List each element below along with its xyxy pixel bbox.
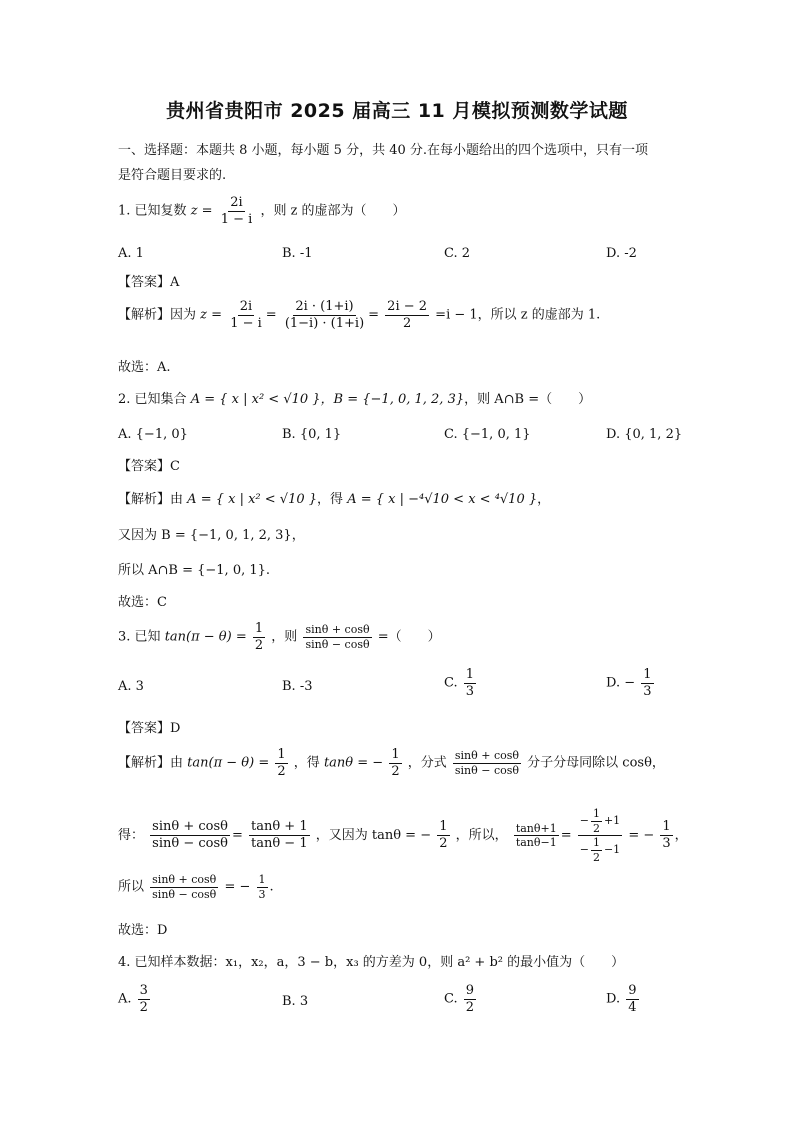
q3-a2-r-den: tanθ − 1 xyxy=(250,836,308,852)
q4-opt-c-frac xyxy=(464,984,476,1014)
q3-analysis-line2: 得： $\frac{\sin\theta + \cos\theta}{\sin\theta - \cos\theta}$ = $\frac{\tan\theta + 1}{\tan\theta - 1}$ ，又因为 tanθ = − $\frac{1}{2}$ ，所以， $\frac{\tan\theta+1}{\tan\theta-1}$ = − $\frac{1}{2}$ +1 − $\frac{1}{2}$ −1 = − $\frac{1}{3}$ ， xyxy=(118,807,688,864)
q3-a3-res-frac xyxy=(257,874,268,900)
q1-analysis: 【解析】因为 z = $\frac{2i}{1 - i}$ = $\frac{2i \cdot (1+i)}{(1-i) \cdot (1+i)}$ = $\frac{2i - 2}{2}$ =i − 1，所以 z 的虚部为 1. xyxy=(118,299,601,331)
q2-option-a: A. {−1, 0} xyxy=(118,427,188,442)
q2-analysis-line1 xyxy=(118,488,550,507)
q3-option-c xyxy=(444,668,478,698)
q1-analysis-label: 【解析】 xyxy=(118,307,171,323)
q4-opt-d-num: 9 xyxy=(628,983,637,998)
q3-a2-res-frac xyxy=(660,820,672,850)
q3-conclusion: 故选：D xyxy=(118,923,168,938)
q1-f2-den: (1−i) · (1+i) xyxy=(284,315,365,331)
q3-a2-mid: ，又因为 tanθ = − xyxy=(315,828,432,844)
q3-opt-d-den: 3 xyxy=(643,683,652,699)
q3-a2-complex-frac xyxy=(578,808,622,863)
section-instruction-line1: 一、选择题：本题共 8 小题，每小题 5 分，共 40 分.在每小题给出的四个选项中，只有一项 xyxy=(118,143,649,158)
q3-a1-den2: 2 xyxy=(391,763,400,779)
q3-a2-n-top: − xyxy=(579,814,589,828)
q3-opt-d-label: D. − xyxy=(606,675,636,691)
q3-a2-e-den: tanθ−1 xyxy=(515,836,557,850)
q3-a1-expr-den: sinθ − cosθ xyxy=(454,763,520,777)
q2-a1-result: A = { x | −⁴√10 < x < ⁴√10 } xyxy=(347,492,538,507)
q3-a1-get: ，得 xyxy=(293,755,320,771)
q3-opt-c-den: 3 xyxy=(465,683,475,699)
q3-a2-res: = − xyxy=(628,828,655,844)
q3-opt-c-label: C. xyxy=(444,675,458,691)
q2-option-c: C. {−1, 0, 1} xyxy=(444,427,531,442)
q1-z-eq: z = xyxy=(190,203,213,219)
q3-a2-half-frac xyxy=(437,820,449,850)
q3-a1-expr-num: sinθ + cosθ xyxy=(454,749,520,763)
q4-opt-a-num: 3 xyxy=(139,983,148,998)
q3-a3-eq: = − xyxy=(224,879,251,895)
q3-a3-r-den: 3 xyxy=(258,887,266,901)
q3-a3-frac xyxy=(150,874,218,900)
q3-expr-den: sinθ − cosθ xyxy=(305,637,370,651)
q3-a2-res-den: 3 xyxy=(662,836,671,852)
q3-expr-num: sinθ + cosθ xyxy=(305,623,370,637)
q3-a3-r-num: 1 xyxy=(258,873,266,886)
q3-a2-tan-frac xyxy=(514,823,559,849)
q2-option-d: D. {0, 1, 2} xyxy=(606,427,683,442)
q1-fraction xyxy=(219,196,255,226)
q3-a2-d-minus: −1 xyxy=(603,843,621,857)
q2-set-a: A = { x | x² < √10 } xyxy=(190,392,321,407)
q2-suffix: ，则 A∩B =（ ） xyxy=(464,392,592,407)
q3-mid: ，则 xyxy=(271,629,298,645)
q3-a1-frac xyxy=(275,748,287,778)
q1-option-b: B. -1 xyxy=(282,246,313,261)
q3-a2-complex-num xyxy=(578,808,622,836)
q3-a3-num: sinθ + cosθ xyxy=(152,873,217,886)
q4-opt-a-frac xyxy=(138,984,150,1014)
q3-opt-c-num: 1 xyxy=(465,667,475,682)
q3-a2-e-num: tanθ+1 xyxy=(515,821,557,835)
q3-a2-d-top: − xyxy=(579,843,589,857)
q4-opt-c-den: 2 xyxy=(465,999,475,1015)
q3-a2-so: ，所以， xyxy=(455,828,508,844)
q3-a1-by: 由 xyxy=(170,755,184,771)
q1-prefix: 1. 已知复数 xyxy=(118,203,187,219)
q4-opt-d-label: D. xyxy=(606,991,621,1007)
q2-a1-get: ，得 xyxy=(317,492,344,507)
q3-a2-l-den: sinθ − cosθ xyxy=(152,836,228,852)
q3-a1-tail: 分子分母同除以 cosθ， xyxy=(527,755,665,771)
q3-a1-tan: tanθ = − xyxy=(323,755,384,771)
q4-opt-c-label: C. xyxy=(444,991,458,1007)
q3-option-d xyxy=(606,668,656,698)
question-1 xyxy=(118,196,406,226)
q2-option-b: B. {0, 1} xyxy=(282,427,342,442)
q1-frac-den: 1 − i xyxy=(220,211,253,227)
q4-option-b: B. 3 xyxy=(282,994,309,1009)
q3-a1-fs: ，分式 xyxy=(407,755,447,771)
q3-a2-complex-den xyxy=(578,836,622,863)
q3-a2-num: 1 xyxy=(439,819,448,835)
q3-given: tan(π − θ) = xyxy=(164,629,247,645)
q3-opt-d-num: 1 xyxy=(643,667,652,682)
q3-a2-l-num: sinθ + cosθ xyxy=(152,819,228,835)
q3-a1-num2: 1 xyxy=(391,747,400,762)
q3-given-frac xyxy=(253,622,265,652)
q3-a2-d-half-num: 1 xyxy=(592,836,600,850)
question-4: 4. 已知样本数据：x₁，x₂，a，3 − b，x₃ 的方差为 0，则 a² + b² 的最小值为（ ） xyxy=(118,955,625,970)
q4-opt-c-num: 9 xyxy=(465,983,475,998)
q1-analysis-frac1 xyxy=(228,300,264,330)
q3-a1-den: 2 xyxy=(277,763,286,779)
question-3 xyxy=(118,622,441,652)
q1-analysis-frac3 xyxy=(385,300,429,330)
q3-a1-num: 1 xyxy=(277,747,286,762)
q3-analysis-label: 【解析】 xyxy=(118,755,171,771)
q1-f3-den: 2 xyxy=(402,315,412,331)
q2-answer: 【答案】C xyxy=(118,459,180,474)
q1-analysis-frac2 xyxy=(283,300,366,330)
q3-a1-expr-frac xyxy=(453,750,521,776)
q1-analysis-tail: ，所以 z 的虚部为 1. xyxy=(477,307,601,323)
q3-expr-frac xyxy=(303,624,371,650)
q3-a2-d-half xyxy=(591,837,602,863)
q3-a3-so: 所以 xyxy=(118,879,145,895)
q3-suffix: =（ ） xyxy=(377,629,441,645)
page-title: 贵州省贵阳市 2025 届高三 11 月模拟预测数学试题 xyxy=(166,100,628,122)
q2-analysis-line2: 又因为 B = {−1, 0, 1, 2, 3}， xyxy=(118,528,305,543)
q4-option-c xyxy=(444,984,478,1014)
q4-option-a xyxy=(118,984,152,1014)
q2-a1-by: 由 xyxy=(170,492,184,507)
q3-opt-d-frac xyxy=(641,668,653,698)
q2-analysis-line3: 所以 A∩B = {−1, 0, 1}. xyxy=(118,563,271,578)
q3-a2-n-half xyxy=(591,808,602,834)
q3-given-num: 1 xyxy=(254,621,264,636)
q3-a2-r-num: tanθ + 1 xyxy=(250,819,308,835)
q3-a2-n-half-den: 2 xyxy=(592,821,600,835)
q4-opt-d-frac xyxy=(626,984,638,1014)
q3-a2-den: 2 xyxy=(439,836,448,852)
q3-a1-given: tan(π − θ) = xyxy=(187,755,270,771)
q1-frac-num: 2i xyxy=(230,195,243,210)
q4-opt-a-label: A. xyxy=(118,991,132,1007)
q1-option-a: A. 1 xyxy=(118,246,144,261)
q3-a2-res-num: 1 xyxy=(662,819,671,835)
q4-opt-d-den: 4 xyxy=(628,999,637,1015)
q3-a1-frac2 xyxy=(389,748,401,778)
q1-f1-num: 2i xyxy=(239,299,253,314)
q4-opt-a-den: 2 xyxy=(139,999,148,1015)
question-2 xyxy=(118,388,591,407)
q1-analysis-prefix: 因为 xyxy=(170,307,197,323)
q1-eq-z: z = xyxy=(200,307,223,323)
q2-set-b: ，B = {−1, 0, 1, 2, 3} xyxy=(320,392,465,407)
q1-answer: 【答案】A xyxy=(118,275,180,290)
q3-analysis-line3: 所以 $\frac{\sin\theta + \cos\theta}{\sin\theta - \cos\theta}$ = − $\frac{1}{3}$ . xyxy=(118,873,274,901)
q1-f3-num: 2i − 2 xyxy=(387,299,428,314)
q2-a1-comma: ， xyxy=(537,492,551,507)
q3-a3-den: sinθ − cosθ xyxy=(152,887,217,901)
q1-f1-den: 1 − i xyxy=(230,315,262,331)
q2-a1-set-a: A = { x | x² < √10 } xyxy=(187,492,318,507)
q4-option-d xyxy=(606,984,641,1014)
q3-a2-get: 得： xyxy=(118,828,145,844)
q1-option-d: D. -2 xyxy=(606,246,637,261)
q3-prefix: 3. 已知 xyxy=(118,629,161,645)
q2-prefix: 2. 已知集合 xyxy=(118,392,187,407)
q1-conclusion: 故选：A. xyxy=(118,360,171,375)
q3-answer: 【答案】D xyxy=(118,721,181,736)
q3-given-den: 2 xyxy=(254,637,264,653)
q1-suffix: ，则 z 的虚部为（ ） xyxy=(260,203,406,219)
q3-analysis-line1 xyxy=(118,748,665,778)
q3-option-a: A. 3 xyxy=(118,679,144,694)
q2-analysis-label: 【解析】 xyxy=(118,492,171,507)
q3-a2-n-half-num: 1 xyxy=(592,807,600,820)
q3-opt-c-frac xyxy=(464,668,476,698)
q3-a2-d-half-den: 2 xyxy=(592,850,600,864)
q1-option-c: C. 2 xyxy=(444,246,471,261)
q3-a2-left-frac xyxy=(150,820,230,850)
q3-a2-right-frac xyxy=(249,820,310,850)
section-instruction-line2: 是符合题目要求的. xyxy=(118,168,227,183)
q1-result: =i − 1 xyxy=(435,307,478,323)
q3-option-b: B. -3 xyxy=(282,679,313,694)
q2-conclusion: 故选：C xyxy=(118,595,167,610)
q1-f2-num: 2i · (1+i) xyxy=(295,299,354,314)
q3-a2-n-plus: +1 xyxy=(603,814,621,828)
